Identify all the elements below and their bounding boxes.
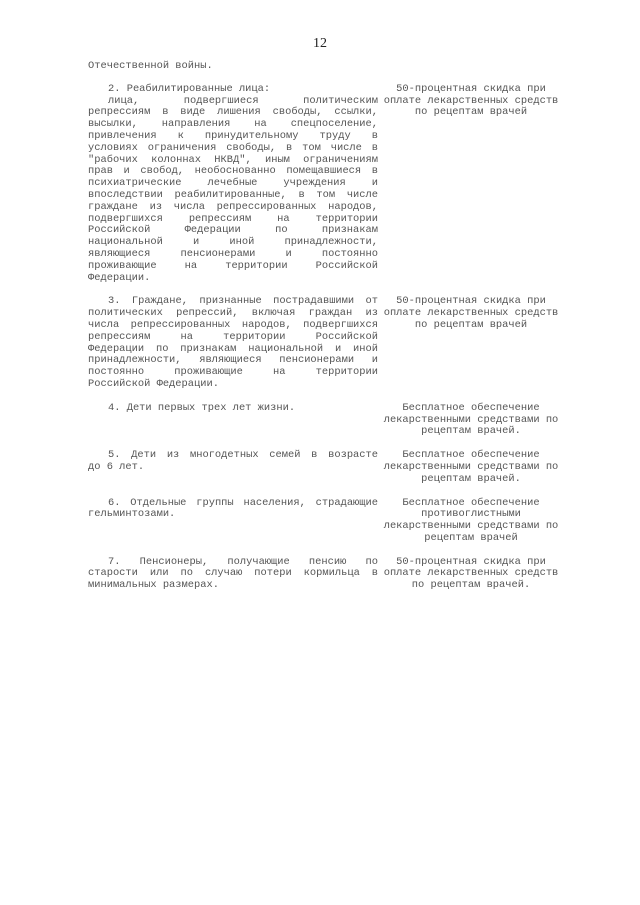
text-line: по рецептам врачей: [414, 318, 528, 331]
benefit-description: [378, 450, 564, 485]
category-description: [88, 557, 378, 592]
category-description: [88, 403, 378, 438]
paragraph: [88, 498, 378, 522]
text-line: привлечения к принудительному труду в: [88, 129, 378, 142]
benefit-description: [378, 84, 564, 285]
paragraph: [88, 557, 378, 592]
text-line: 6. Отдельные группы населения, страдающие: [108, 496, 378, 509]
text-line: рецептам врачей.: [421, 472, 521, 485]
text-line: являющиеся пенсионерами и постоянно: [88, 247, 378, 260]
category-description: [88, 450, 378, 485]
text-line: по рецептам врачей: [414, 106, 528, 119]
text-line: оплате лекарственных средств: [383, 567, 559, 580]
document-body: [88, 61, 564, 604]
benefit-description: [378, 296, 564, 390]
list-item: [88, 450, 564, 485]
text-line: прав и свобод, необоснованно помещавшиеся в: [88, 165, 378, 178]
list-item: [88, 498, 564, 545]
intro-line: Отечественной войны.: [88, 60, 213, 72]
text-line: рецептам врачей: [424, 531, 518, 544]
text-line: 5. Дети из многодетных семей в возрасте: [108, 449, 378, 462]
text-line: постоянно проживающие на территории: [88, 366, 378, 379]
text-line: "рабочих колоннах НКВД", иным ограничениям: [88, 153, 378, 166]
text-line: условиях ограничения свободы, в том числе в: [88, 141, 378, 154]
text-line: подвергшихся репрессиям на территории: [88, 212, 378, 225]
text-line: до 6 лет.: [88, 460, 145, 473]
text-line: гельминтозами.: [88, 508, 176, 521]
text-line: впоследствии реабилитированные, в том числе: [88, 188, 378, 201]
text-line: репрессиям на территории Российской: [88, 330, 378, 343]
text-line: политических репрессий, включая граждан из: [88, 307, 378, 320]
text-line: лекарственными средствами по: [383, 520, 559, 533]
category-description: [88, 84, 378, 285]
text-line: числа репрессированных народов, подвергшихся: [88, 318, 378, 331]
text-line: противоглистными: [421, 508, 521, 521]
list-item: [88, 403, 564, 438]
text-line: национальной и иной принадлежности,: [88, 236, 378, 249]
text-line: Бесплатное обеспечение: [402, 401, 540, 414]
text-line: репрессиям в виде лишения свободы, ссылки,: [88, 106, 378, 119]
text-line: по рецептам врачей.: [411, 579, 531, 592]
text-line: рецептам врачей.: [421, 425, 521, 438]
text-line: принадлежности, являющиеся пенсионерами и: [88, 354, 378, 367]
text-line: 7. Пенсионеры, получающие пенсию по: [108, 555, 378, 568]
text-line: старости или по случаю потери кормильца в: [88, 567, 378, 580]
text-line: оплате лекарственных средств: [383, 94, 559, 107]
page-number: 12: [313, 36, 327, 51]
benefit-description: [378, 498, 564, 545]
text-line: 4. Дети первых трех лет жизни.: [108, 401, 296, 414]
text-line: лекарственными средствами по: [383, 460, 559, 473]
text-line: высылки, направления на спецпоселение,: [88, 118, 378, 131]
text-line: минимальных размерах.: [88, 579, 219, 592]
paragraph: [88, 84, 378, 96]
text-line: 50-процентная скидка при: [396, 295, 546, 308]
text-line: Российской Федерации по признакам: [88, 224, 378, 237]
text-line: Российской Федерации.: [88, 377, 219, 390]
category-description: [88, 296, 378, 390]
text-line: 50-процентная скидка при: [396, 555, 546, 568]
benefit-description: [378, 557, 564, 592]
text-line: 50-процентная скидка при: [396, 82, 546, 95]
text-line: Бесплатное обеспечение: [402, 449, 540, 462]
paragraph: [88, 450, 378, 474]
text-line: Федерации.: [88, 271, 151, 284]
paragraph: [88, 403, 378, 415]
text-line: психиатрические лечебные учреждения и: [88, 177, 378, 190]
text-line: 3. Граждане, признанные пострадавшими от: [108, 295, 378, 308]
paragraph: [88, 96, 378, 285]
benefits-list: [88, 84, 564, 592]
list-item: [88, 84, 564, 285]
benefit-description: [378, 403, 564, 438]
text-line: 2. Реабилитированные лица:: [108, 82, 271, 95]
paragraph: [88, 296, 378, 390]
text-line: Бесплатное обеспечение: [402, 496, 540, 509]
text-line: Федерации по признакам национальной и иной: [88, 342, 378, 355]
text-line: оплате лекарственных средств: [383, 307, 559, 320]
text-line: лица, подвергшиеся политическим: [108, 94, 378, 107]
text-line: граждане из числа репрессированных народов,: [88, 200, 378, 213]
text-line: лекарственными средствами по: [383, 413, 559, 426]
category-description: [88, 498, 378, 545]
list-item: [88, 557, 564, 592]
list-item: [88, 296, 564, 390]
text-line: проживающие на территории Российской: [88, 259, 378, 272]
